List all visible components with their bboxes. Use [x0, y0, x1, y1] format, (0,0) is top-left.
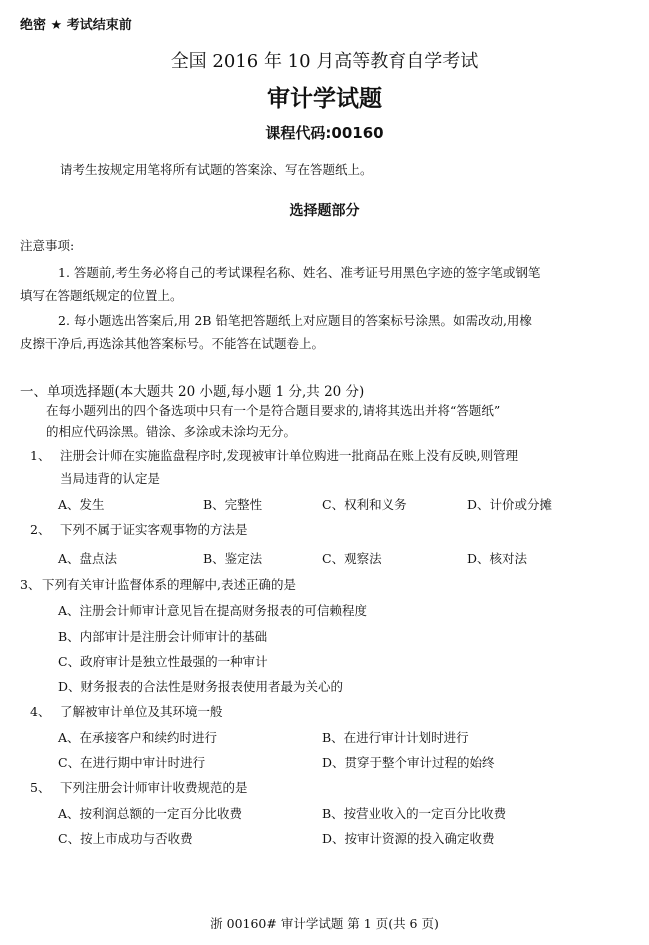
question-5-number: 5、 [30, 780, 51, 795]
note-1-line-1: 1. 答题前,考生务必将自己的考试课程名称、姓名、准考证号用黑色字迹的签字笔或钢笔 [58, 265, 541, 280]
question-5-option-a: A、按利润总额的一定百分比收费 [58, 806, 243, 821]
note-1-line-2: 填写在答题纸规定的位置上。 [20, 288, 183, 303]
question-1-stem-line-1: 注册会计师在实施监盘程序时,发现被审计单位购进一批商品在账上没有反映,则管理 [60, 448, 518, 463]
question-5-stem-line-1: 下列注册会计师审计收费规范的是 [60, 780, 248, 795]
page-footer: 浙 00160# 审计学试题 第 1 页(共 6 页) [210, 916, 439, 931]
confidential-label: 绝密 ★ 考试结束前 [20, 18, 132, 33]
question-1-option-d: D、计价或分摊 [467, 497, 553, 512]
question-5-option-b: B、按营业收入的一定百分比收费 [322, 806, 507, 821]
answer-instruction: 请考生按规定用笔将所有试题的答案涂、写在答题纸上。 [60, 162, 373, 177]
question-2-option-d: D、核对法 [467, 551, 528, 566]
question-2-number: 2、 [30, 522, 51, 537]
section-title: 选择题部分 [289, 203, 360, 219]
question-4-option-a: A、在承接客户和续约时进行 [58, 730, 218, 745]
question-3-option-d: D、财务报表的合法性是财务报表使用者最为关心的 [58, 679, 344, 694]
question-1-option-a: A、发生 [58, 497, 105, 512]
question-4-stem-line-1: 了解被审计单位及其环境一般 [60, 704, 223, 719]
subject-title: 审计学试题 [267, 86, 382, 112]
question-1-number: 1、 [30, 448, 51, 463]
course-code: 课程代码:00160 [265, 124, 384, 142]
question-2-option-c: C、观察法 [322, 551, 382, 566]
part1-desc-line-2: 的相应代码涂黑。错涂、多涂或未涂均无分。 [46, 424, 297, 439]
question-4-option-b: B、在进行审计计划时进行 [322, 730, 469, 745]
question-2-stem-line-1: 下列不属于证实客观事物的方法是 [60, 522, 248, 537]
note-2-line-2: 皮擦干净后,再选涂其他答案标号。不能答在试题卷上。 [20, 336, 324, 351]
question-1-option-c: C、权利和义务 [322, 497, 407, 512]
question-1-stem-line-2: 当局违背的认定是 [60, 471, 161, 486]
question-5-option-d: D、按审计资源的投入确定收费 [322, 831, 495, 846]
question-3-number: 3、 [20, 577, 41, 592]
question-4-number: 4、 [30, 704, 51, 719]
question-1-option-b: B、完整性 [203, 497, 263, 512]
question-3-stem-line-1: 下列有关审计监督体系的理解中,表述正确的是 [42, 577, 296, 592]
question-3-option-c: C、政府审计是独立性最强的一种审计 [58, 654, 268, 669]
notes-title: 注意事项: [20, 238, 75, 253]
question-3-option-b: B、内部审计是注册会计师审计的基础 [58, 629, 268, 644]
question-4-option-c: C、在进行期中审计时进行 [58, 755, 206, 770]
question-2-option-a: A、盘点法 [58, 551, 118, 566]
part1-desc-line-1: 在每小题列出的四个备选项中只有一个是符合题目要求的,请将其选出并将“答题纸” [46, 403, 501, 418]
part1-heading: 一、单项选择题(本大题共 20 小题,每小题 1 分,共 20 分) [20, 384, 365, 400]
exam-title: 全国 2016 年 10 月高等教育自学考试 [170, 51, 479, 72]
question-3-option-a: A、注册会计师审计意见旨在提高财务报表的可信赖程度 [58, 603, 368, 618]
question-4-option-d: D、贯穿于整个审计过程的始终 [322, 755, 495, 770]
question-5-option-c: C、按上市成功与否收费 [58, 831, 193, 846]
question-2-option-b: B、鉴定法 [203, 551, 263, 566]
note-2-line-1: 2. 每小题选出答案后,用 2B 铅笔把答题纸上对应题目的答案标号涂黑。如需改动,用橡 [58, 313, 532, 328]
